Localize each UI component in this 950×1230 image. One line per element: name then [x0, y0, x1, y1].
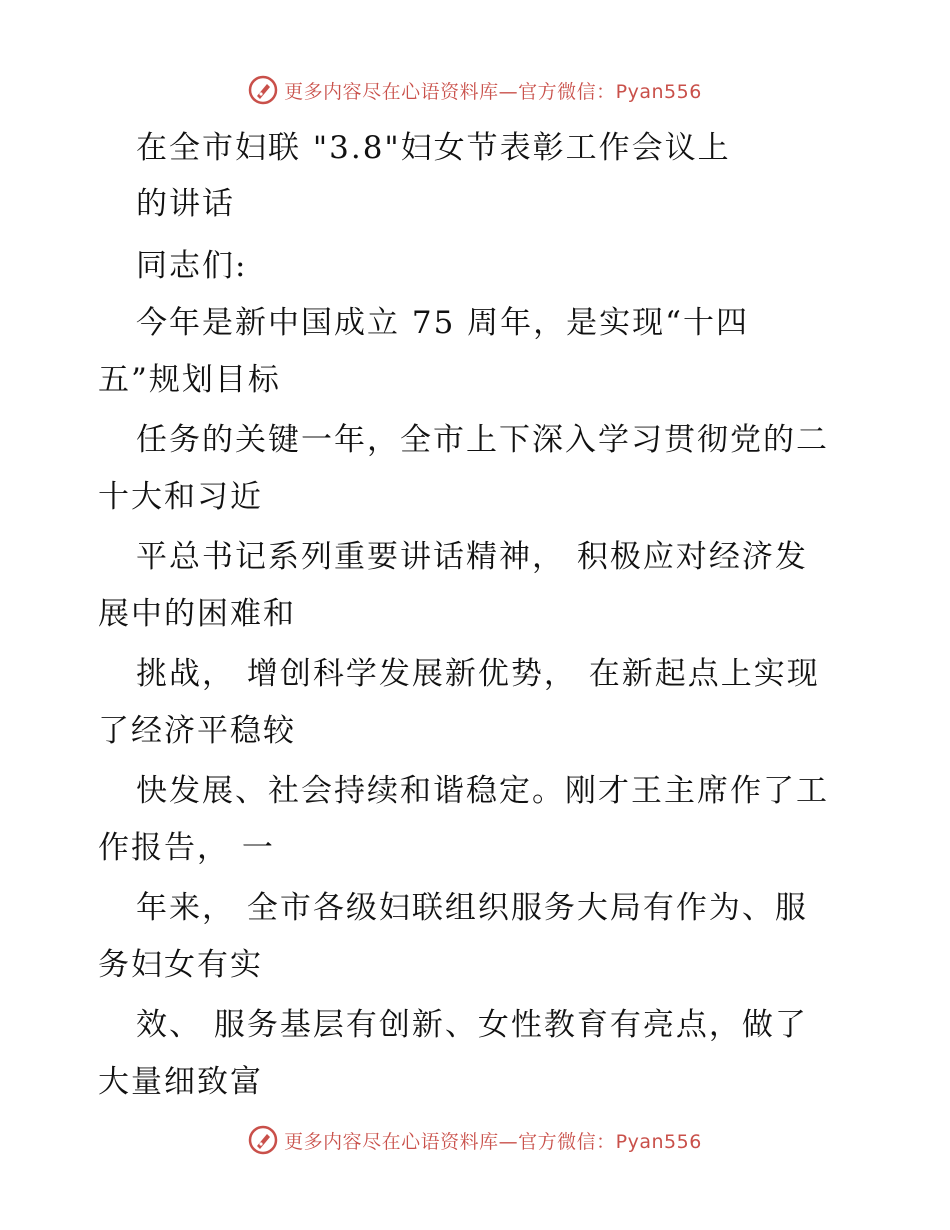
watermark-text: 更多内容尽在心语资料库—官方微信：Pyan556 [284, 80, 702, 103]
fountain-pen-nib-icon [248, 75, 278, 105]
paragraph-line: 效、 服务基层有创新、女性教育有亮点，做了 [136, 1007, 808, 1043]
watermark-text: 更多内容尽在心语资料库—官方微信：Pyan556 [284, 1130, 702, 1153]
paragraph-line: 今年是新中国成立 75 周年，是实现“十四 [136, 305, 750, 341]
title-line-1: 在全市妇联 "3.8"妇女节表彰工作会议上 [136, 130, 731, 166]
header-watermark [0, 70, 950, 110]
paragraph-line: 五”规划目标 [98, 362, 281, 398]
paragraph-line: 年来， 全市各级妇联组织服务大局有作为、服 [136, 890, 808, 926]
paragraph-line: 作报告， 一 [98, 830, 275, 866]
paragraph-line: 十大和习近 [98, 479, 263, 515]
footer-watermark [0, 1120, 950, 1160]
paragraph-line: 务妇女有实 [98, 947, 263, 983]
paragraph-line: 了经济平稳较 [98, 713, 296, 749]
paragraph-line: 大量细致富 [98, 1064, 263, 1100]
fountain-pen-nib-icon [248, 1125, 278, 1155]
title-line-2: 的讲话 [136, 186, 235, 222]
paragraph-line: 快发展、社会持续和谐稳定。刚才王主席作了工 [136, 773, 829, 809]
salutation: 同志们: [136, 248, 248, 284]
paragraph-line: 展中的困难和 [98, 596, 296, 632]
paragraph-line: 挑战， 增创科学发展新优势， 在新起点上实现 [136, 656, 820, 692]
paragraph-line: 平总书记系列重要讲话精神， 积极应对经济发 [136, 539, 808, 575]
paragraph-line: 任务的关键一年，全市上下深入学习贯彻党的二 [136, 422, 829, 458]
